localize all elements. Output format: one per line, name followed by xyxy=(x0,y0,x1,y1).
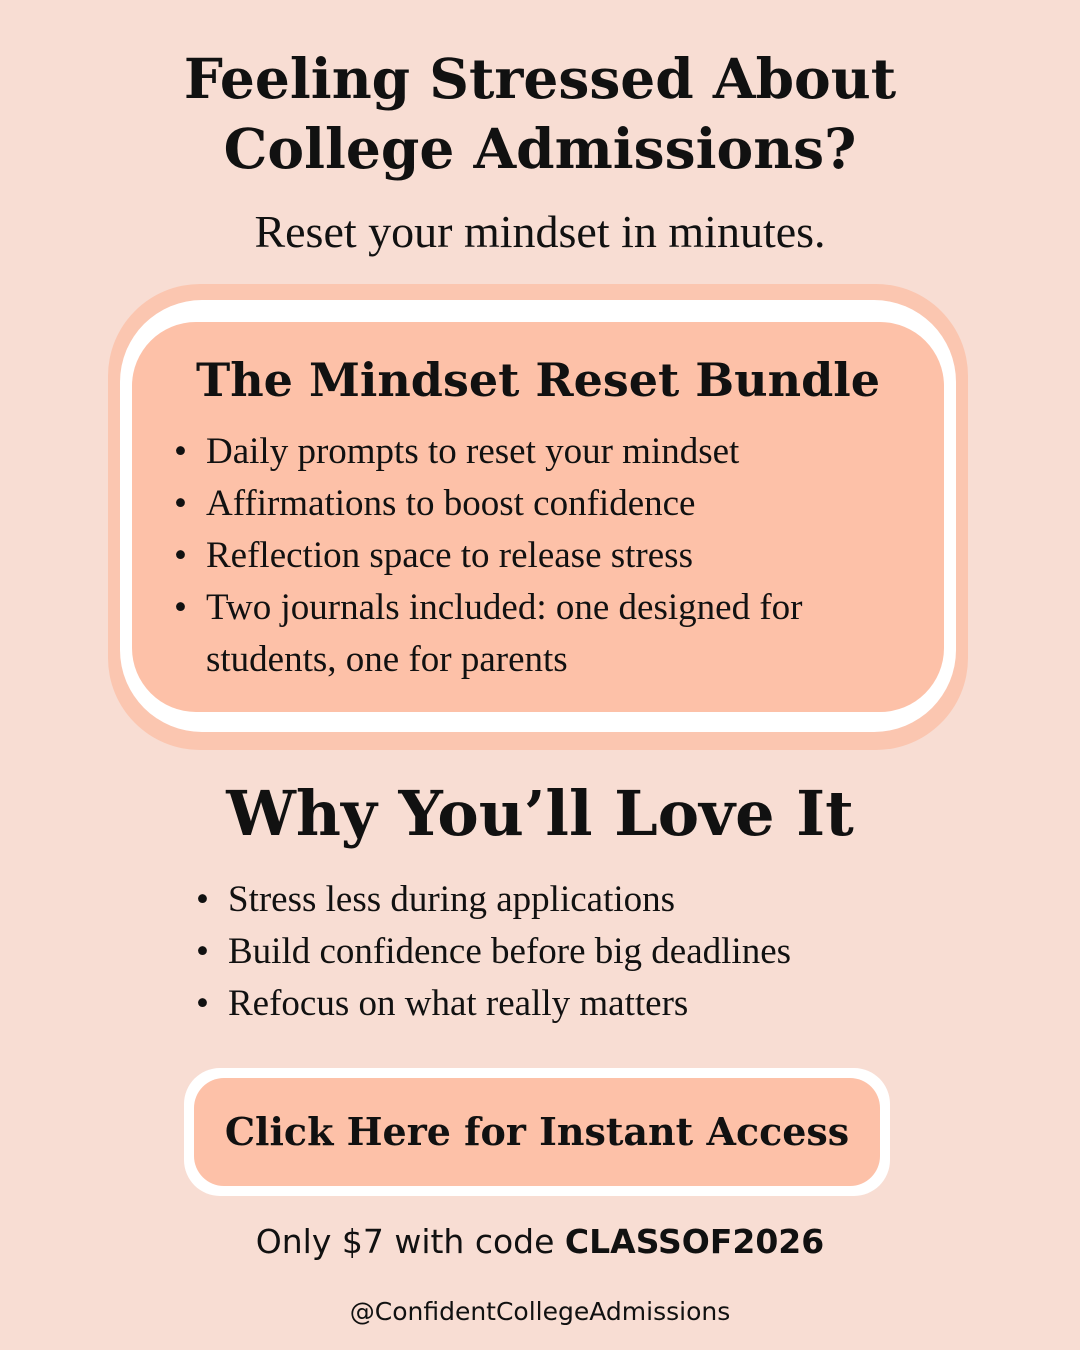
headline xyxy=(0,44,1080,184)
headline-line-2: College Admissions? xyxy=(223,116,857,181)
price-offer-text: Only $7 with code xyxy=(255,1222,565,1261)
headline-line-1: Feeling Stressed About xyxy=(183,46,897,111)
instant-access-button[interactable]: Click Here for Instant Access xyxy=(194,1078,880,1186)
bundle-feature-item: • Daily prompts to reset your mindset xyxy=(174,426,914,478)
subheadline: Reset your mindset in minutes. xyxy=(254,206,826,257)
social-handle: @ConfidentCollegeAdmissions xyxy=(349,1297,731,1326)
bundle-feature-list xyxy=(174,426,914,686)
price-offer xyxy=(0,1217,1080,1267)
benefit-list xyxy=(196,874,956,1030)
benefit-item: • Build confidence before big deadlines xyxy=(196,926,956,978)
why-title: Why You’ll Love It xyxy=(226,777,854,850)
bundle-feature-item: • Reflection space to release stress xyxy=(174,530,914,582)
discount-code: CLASSOF2026 xyxy=(564,1222,825,1261)
benefit-item: • Refocus on what really matters xyxy=(196,978,956,1030)
bundle-feature-item: • Affirmations to boost confidence xyxy=(174,478,914,530)
benefit-item: • Stress less during applications xyxy=(196,874,956,926)
bundle-title: The Mindset Reset Bundle xyxy=(196,353,880,407)
bundle-feature-item: • Two journals included: one designed for students, one for parents xyxy=(174,582,914,686)
